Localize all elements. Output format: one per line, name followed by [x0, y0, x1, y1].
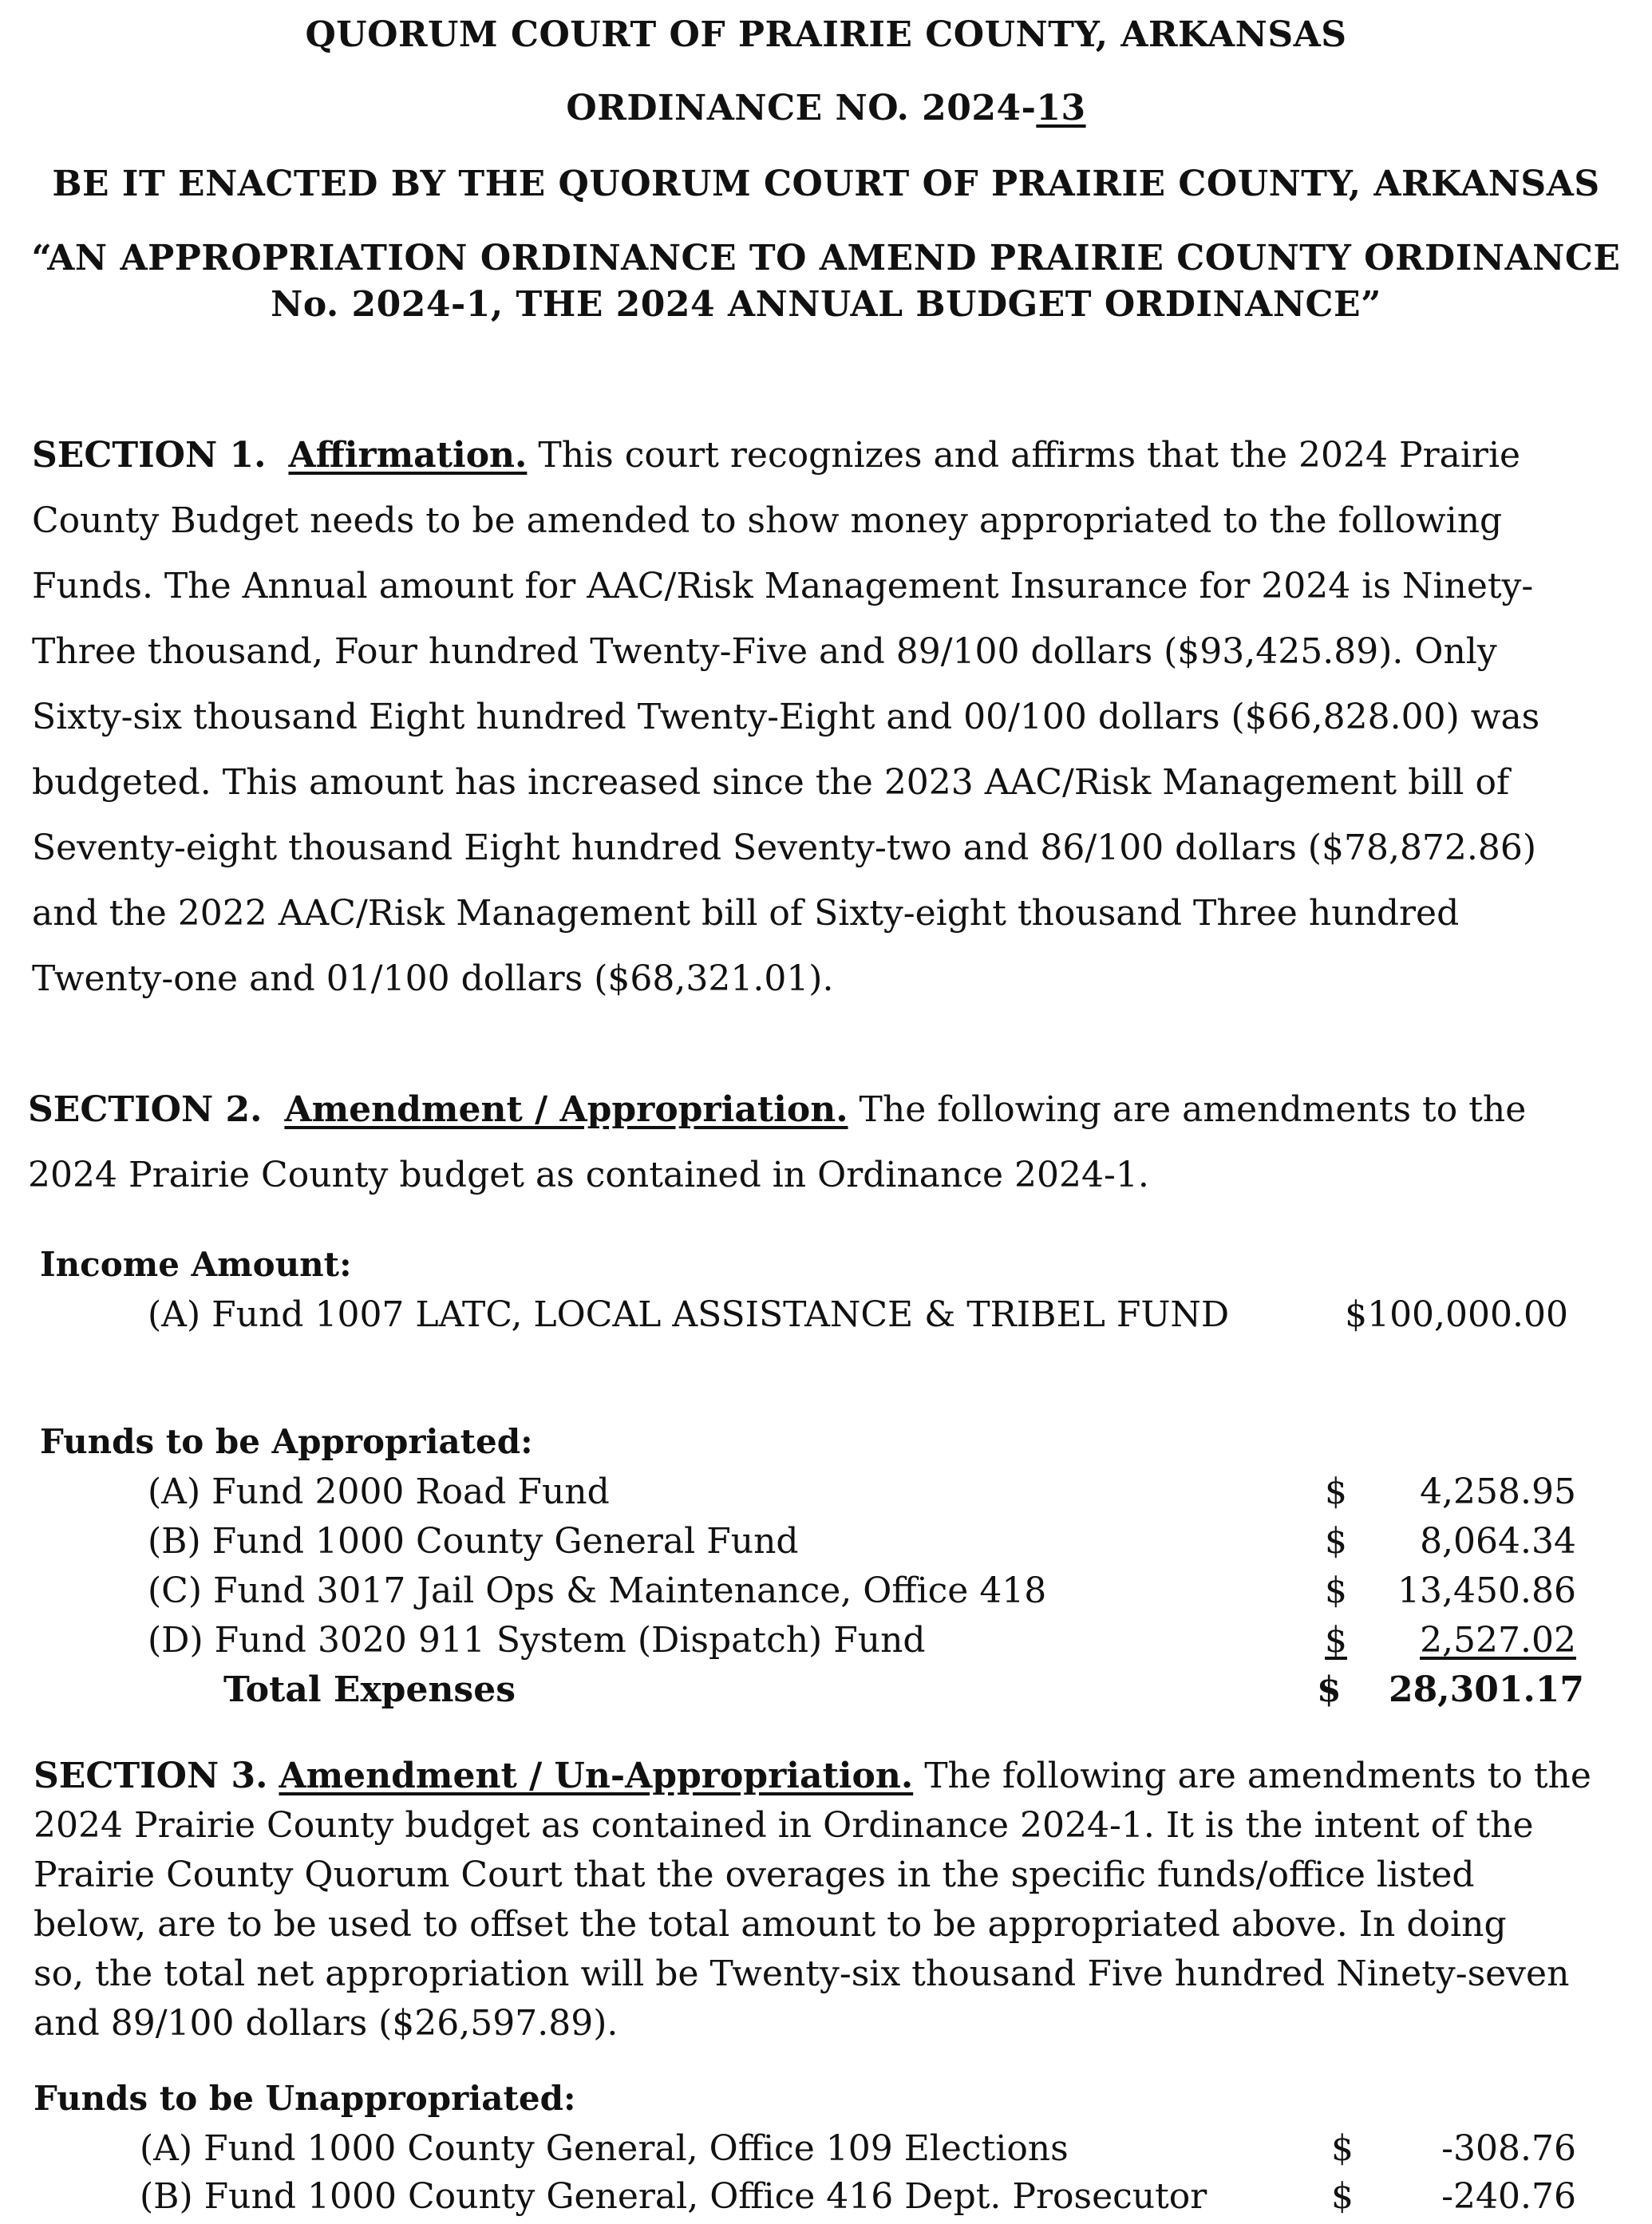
section-3: [34, 1752, 1622, 2048]
section-1-line: Funds. The Annual amount for AAC/Risk Management Insurance for 2024 is Ninety-: [32, 566, 1534, 606]
total-expenses-label: Total Expenses: [223, 1669, 516, 1710]
section-1-line: Seventy-eight thousand Eight hundred Seventy-two and 86/100 dollars ($78,872.86): [32, 828, 1537, 868]
total-expenses-amount: 28,301.17: [1389, 1669, 1584, 1710]
section-1-label: SECTION 1.: [32, 435, 267, 476]
total-expenses-currency: $: [1317, 1669, 1342, 1710]
section-2: [28, 1077, 1616, 1208]
section-3-line: Prairie County Quorum Court that the overages in the specific funds/office listed: [34, 1855, 1475, 1895]
section-3-title: Amendment / Un-Appropriation.: [279, 1756, 914, 1796]
appropriated-row: (B) Fund 1000 County General Fund $ 8,064.34: [148, 1521, 1576, 1562]
ordinance-title-line-1: “AN APPROPRIATION ORDINANCE TO AMEND PRAIRIE COUNTY ORDINANCE: [31, 238, 1621, 278]
court-title: QUORUM COURT OF PRAIRIE COUNTY, ARKANSAS: [305, 14, 1347, 55]
section-3-line: below, are to be used to offset the total amount to be appropriated above. In doing: [34, 1904, 1507, 1945]
total-expenses-row: [0, 1669, 1652, 1717]
section-1-line: budgeted. This amount has increased since the 2023 AAC/Risk Management bill of: [32, 762, 1510, 803]
income-amount: $100,000.00: [1345, 1294, 1568, 1335]
section-3-line: 2024 Prairie County budget as contained in Ordinance 2024-1. It is the intent of the: [34, 1805, 1534, 1846]
section-3-label: SECTION 3.: [34, 1756, 268, 1796]
section-1-line: and the 2022 AAC/Risk Management bill of Sixty-eight thousand Three hundred: [32, 893, 1460, 934]
section-2-title: Amendment / Appropriation.: [284, 1089, 848, 1130]
section-1-line: SECTION 1. Affirmation. This court recognizes and affirms that the 2024 Prairie: [32, 435, 1521, 476]
appropriated-row: (C) Fund 3017 Jail Ops & Maintenance, Office 418 $ 13,450.86: [148, 1570, 1576, 1611]
income-row: [0, 1294, 1652, 1342]
section-1-title: Affirmation.: [288, 435, 528, 476]
appropriated-row: (D) Fund 3020 911 System (Dispatch) Fund $ 2,527.02: [148, 1620, 1576, 1661]
unappropriated-row: (A) Fund 1000 County General, Office 109 Elections $ -308.76: [140, 2128, 1576, 2169]
ordinance-number-suffix: 13: [1036, 88, 1086, 128]
unappropriated-heading: Funds to be Unappropriated:: [34, 2079, 576, 2118]
section-2-line: 2024 Prairie County budget as contained in Ordinance 2024-1.: [28, 1155, 1149, 1195]
income-heading: Income Amount:: [40, 1245, 352, 1284]
section-1-line: County Budget needs to be amended to show money appropriated to the following: [32, 500, 1503, 541]
section-1-line: Twenty-one and 01/100 dollars ($68,321.01).: [32, 958, 834, 999]
unappropriated-row: (B) Fund 1000 County General, Office 416 Dept. Prosecutor $ -240.76: [140, 2176, 1576, 2217]
appropriated-row: (A) Fund 2000 Road Fund $ 4,258.95: [148, 1471, 1576, 1512]
enactment-clause: BE IT ENACTED BY THE QUORUM COURT OF PRAIRIE COUNTY, ARKANSAS: [52, 164, 1600, 204]
ordinance-title-line-2: No. 2024-1, THE 2024 ANNUAL BUDGET ORDINANCE”: [271, 284, 1381, 325]
section-1: [32, 423, 1620, 1012]
ordinance-number-prefix: ORDINANCE NO. 2024-: [566, 88, 1037, 128]
section-1-line: Three thousand, Four hundred Twenty-Five and 89/100 dollars ($93,425.89). Only: [32, 631, 1497, 672]
appropriated-heading: Funds to be Appropriated:: [40, 1422, 533, 1461]
section-3-line: and 89/100 dollars ($26,597.89).: [34, 2003, 619, 2044]
section-1-line: Sixty-six thousand Eight hundred Twenty-Eight and 00/100 dollars ($66,828.00) was: [32, 697, 1540, 737]
income-label: (A) Fund 1007 LATC, LOCAL ASSISTANCE & TRIBEL FUND: [148, 1294, 1230, 1335]
section-3-line: SECTION 3. Amendment / Un-Appropriation. The following are amendments to the: [34, 1756, 1591, 1796]
section-2-label: SECTION 2.: [28, 1089, 263, 1130]
ordinance-number: [0, 88, 1652, 128]
section-2-line: SECTION 2. Amendment / Appropriation. The following are amendments to the: [28, 1089, 1527, 1130]
section-3-line: so, the total net appropriation will be Twenty-six thousand Five hundred Ninety-seven: [34, 1953, 1570, 1994]
